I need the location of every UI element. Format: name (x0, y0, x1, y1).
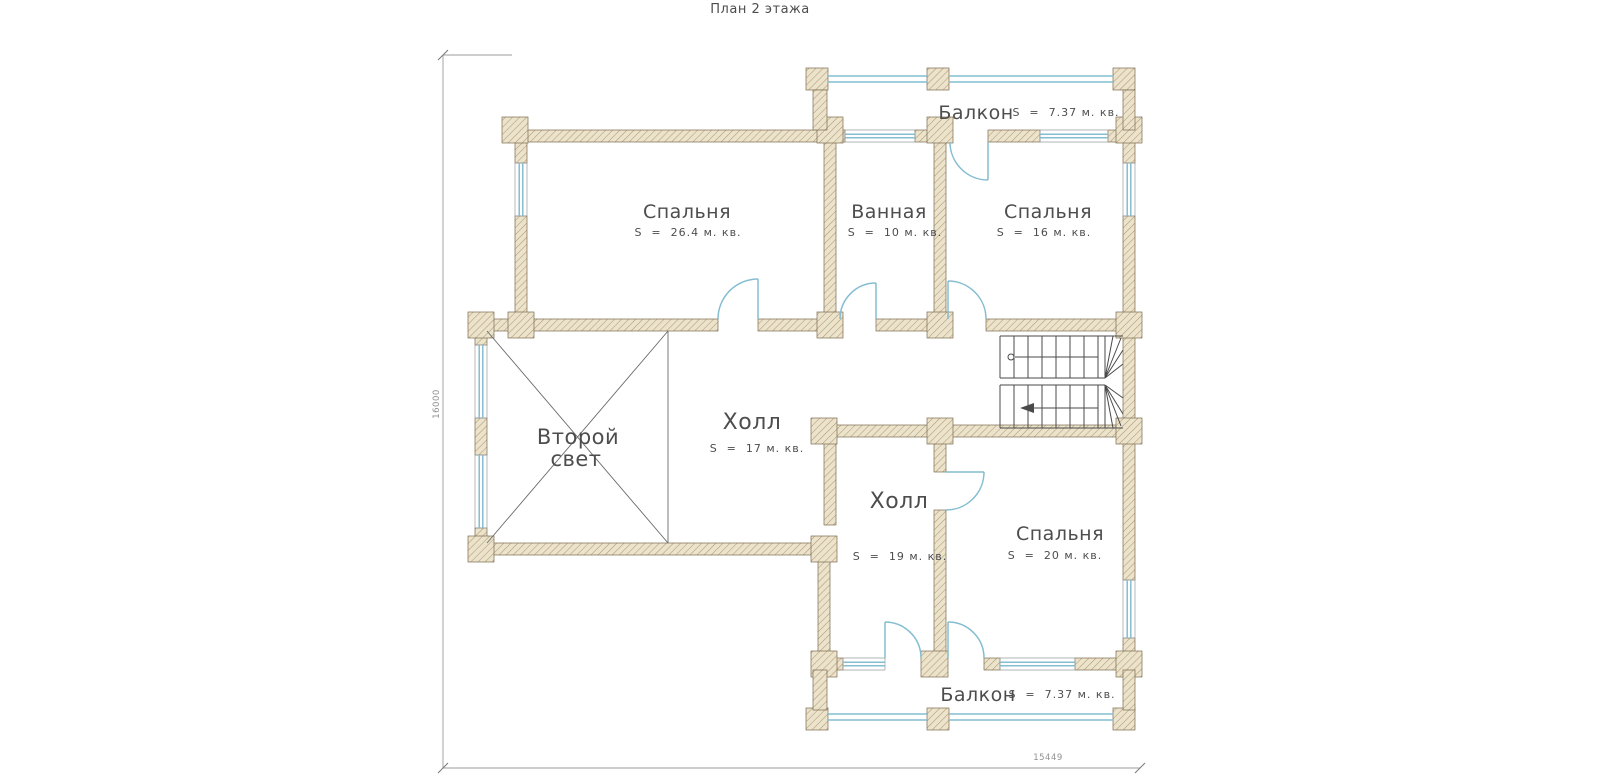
dimension-ticks (438, 50, 1145, 773)
balcony-post (927, 68, 949, 90)
window (1000, 658, 1075, 670)
balcony-railing (828, 76, 1113, 82)
wall-post (921, 651, 948, 677)
door-arc (946, 472, 984, 510)
door-swing (885, 622, 921, 658)
door-arc (950, 142, 988, 180)
door-arc (718, 279, 758, 319)
door-swing (718, 279, 758, 319)
wall-post (811, 536, 837, 562)
window (475, 345, 487, 418)
door-swing (840, 283, 876, 319)
room-label-hall-lower: Холл (869, 489, 929, 514)
room-label-hall-upper: Холл (722, 410, 782, 435)
window (475, 455, 487, 528)
wall-segment (1123, 216, 1135, 580)
balcony-post (806, 68, 828, 90)
balcony-post (1113, 68, 1135, 90)
window-frame (475, 455, 487, 528)
room-label-bathroom: Ванная (851, 201, 927, 223)
wall-segment (515, 130, 845, 142)
drawing-title: План 2 этажа (710, 2, 810, 17)
wall-post (927, 418, 953, 444)
window-glazing (479, 345, 483, 418)
dimension-width: 15449 (1033, 753, 1063, 763)
stair-path-start (1008, 354, 1014, 360)
balcony-post (1113, 708, 1135, 730)
room-area-bedroom-bottom: S = 20 м. кв. (1007, 549, 1103, 562)
wall-post (927, 312, 953, 338)
wall-segment (475, 543, 830, 555)
window-glazing (1127, 163, 1131, 216)
window-frame (845, 130, 915, 142)
window (843, 658, 885, 670)
door-swing (946, 472, 984, 510)
balcony-bottom-area: S = 7.37 м. кв. (1008, 688, 1116, 701)
door-arc (885, 622, 921, 658)
window-glazing (1040, 134, 1108, 138)
balcony-side-wall (813, 90, 827, 130)
door-arc (948, 281, 986, 319)
window-frame (475, 345, 487, 418)
door-arc (840, 283, 876, 319)
door-swing (950, 142, 988, 180)
window-frame (1000, 658, 1075, 670)
window (1123, 163, 1135, 216)
window-frame (1040, 130, 1108, 142)
wall-segment (824, 437, 836, 525)
dimension-height: 16000 (432, 389, 442, 419)
window-glazing (479, 455, 483, 528)
balcony-railing (828, 714, 1113, 720)
room-area-hall-upper: S = 17 м. кв. (709, 442, 805, 455)
window-glazing (1000, 662, 1075, 666)
wall-post (508, 312, 534, 338)
staircase (1000, 336, 1123, 428)
room-label-second-light-1: Второй (536, 425, 620, 449)
window (845, 130, 915, 142)
room-label-bedroom-top-left: Спальня (642, 201, 732, 223)
wall-post (811, 418, 837, 444)
wall-segment (986, 319, 1135, 331)
wall-segment (984, 658, 1000, 670)
balcony-side-wall (1123, 670, 1135, 710)
room-area-bathroom: S = 10 м. кв. (847, 226, 943, 239)
window-frame (515, 163, 527, 216)
room-area-bedroom-top-left: S = 26.4 м. кв. (634, 226, 742, 239)
dimension-lines (432, 50, 1145, 773)
door-arc (948, 622, 984, 658)
wall-segment (934, 510, 946, 670)
window (1040, 130, 1108, 142)
window-glazing (1127, 580, 1131, 638)
room-label-bedroom-bottom: Спальня (1015, 523, 1105, 545)
window-glazing (519, 163, 523, 216)
door-swing (948, 281, 986, 319)
stair-direction-arrow (1020, 403, 1034, 413)
balcony-top-label: Балкон (938, 102, 1014, 124)
wall-post (1116, 312, 1142, 338)
balcony-bottom-label: Балкон (940, 684, 1016, 706)
window-glazing (843, 662, 885, 666)
room-area-bedroom-top-right: S = 16 м. кв. (996, 226, 1092, 239)
door-swing (948, 622, 984, 658)
wall-segment (940, 425, 1135, 437)
dimension-line (443, 55, 1140, 768)
room-label-bedroom-top-right: Спальня (1003, 201, 1093, 223)
window (515, 163, 527, 216)
wall-segment (988, 130, 1040, 142)
wall-segment (475, 418, 487, 455)
window-frame (1123, 580, 1135, 638)
balcony-side-wall (813, 670, 827, 710)
window-frame (1123, 163, 1135, 216)
wall-post (817, 312, 843, 338)
wall-post (502, 117, 528, 143)
wall-segment (824, 142, 836, 319)
room-label-second-light-2: свет (550, 447, 602, 471)
balcony-top-area: S = 7.37 м. кв. (1012, 106, 1120, 119)
balcony-side-wall (1123, 90, 1135, 130)
window-glazing (845, 134, 915, 138)
balcony-post (927, 708, 949, 730)
window-frame (843, 658, 885, 670)
window (1123, 580, 1135, 638)
room-area-hall-lower: S = 19 м. кв. (852, 550, 948, 563)
stair-winders-upper (1105, 336, 1123, 378)
balcony-post (806, 708, 828, 730)
